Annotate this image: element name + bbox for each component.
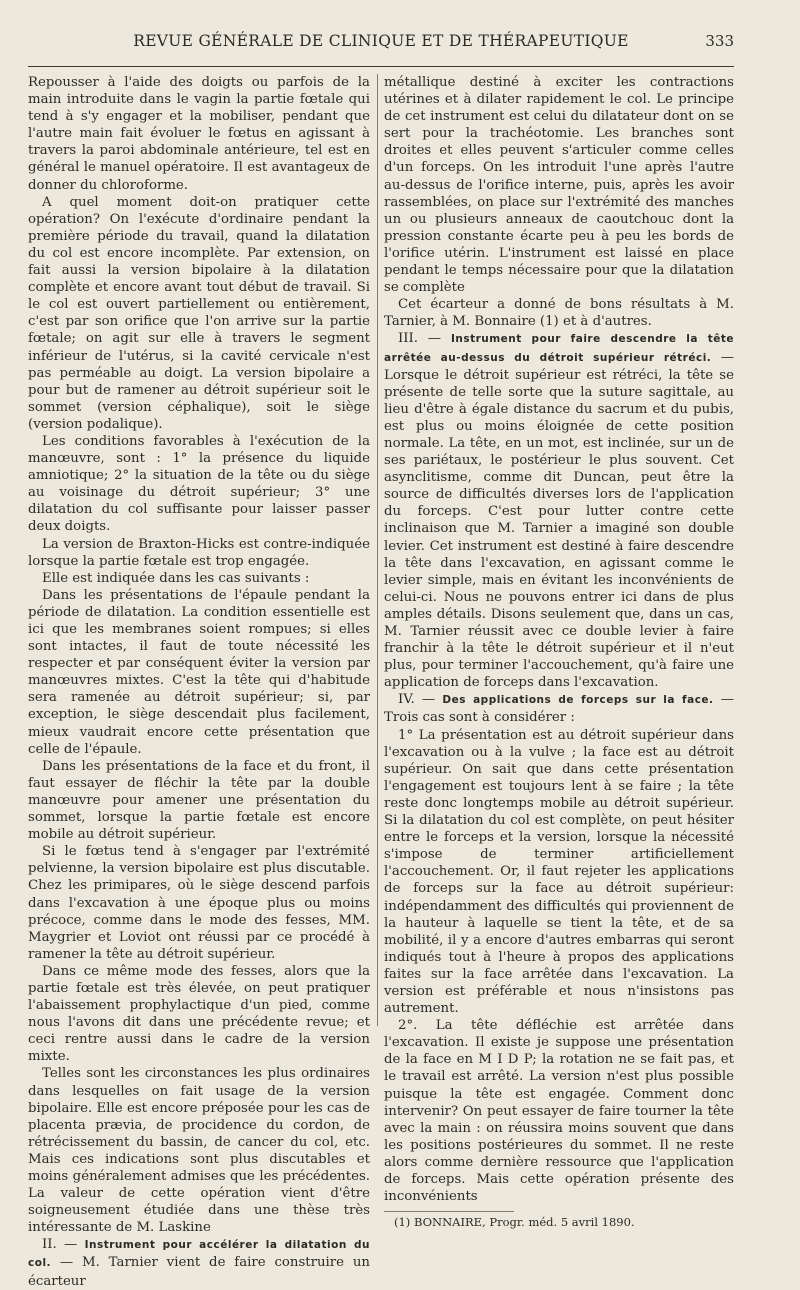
footnote: (1) BONNAIRE, Progr. méd. 5 avril 1890. (394, 1215, 635, 1230)
journal-title: REVUE GÉNÉRALE DE CLINIQUE ET DE THÉRAPEUTIQUE (133, 32, 629, 50)
paragraph: 1° La présentation est au détroit supérieur dans l'excavation ou à la vulve ; la face est au détroit supérieur. On sait que dans cette présentation l'engagement est toujours lent à se faire ; la tête reste donc longtemps mobile au détroit supérieur. Si la dilatation du col est complète, on peut hésiter entre le forceps et la version, lorsque la nécessité s'impose de terminer artificiellement l'accouchement. Or, il faut rejeter les applications de forceps sur la face au détroit supérieur: indépendamment des difficultés qui proviennent de la hauteur à laquelle se tient la tête, et de sa mobilité, il y a encore d'autres embarras qui seront indiqués tout à l'heure à propos des applications faites sur la face arrêtée dans l'excavation. La version est préférable et nous n'insistons pas autrement. (384, 727, 734, 1017)
paragraph: Elle est indiquée dans les cas suivants : (42, 570, 310, 586)
header-rule (28, 66, 734, 67)
section-text: — Trois cas sont à considérer : (384, 692, 734, 726)
right-column (384, 74, 735, 1230)
section-text: — M. Tarnier vient de faire construire un écarteur (28, 1255, 370, 1289)
paragraph: La version de Braxton-Hicks est contre-indiquée lorsque la partie fœtale est trop engagée. (28, 536, 370, 569)
section-title: Instrument pour accélérer la dilatation du col. (28, 1239, 370, 1270)
paragraph: Repousser à l'aide des doigts ou parfois de la main introduite dans le vagin la partie fœtale qui tend à s'y engager et la mobiliser, pendant que l'autre main fait évoluer le fœtus en agissant à travers la paroi abdominale antérieure, tel est en général le manuel opératoire. Il est avantageux de donner du chloroforme. (28, 75, 370, 193)
running-header (28, 28, 734, 58)
paragraph: A quel moment doit-on pratiquer cette opération? On l'exécute d'ordinaire pendant la première période du travail, quand la dilatation du col est encore incomplète. Par extension, on fait aussi la version bipolaire à la dilatation complète et encore avant tout début de travail. Si le col est ouvert partiellement ou entièrement, c'est par son orifice que l'on arrive sur la partie fœtale; on agit sur elle à travers le segment inférieur de l'utérus, si la cavité cervicale n'est pas perméable au doigt. La version bipolaire a pour but de ramener au détroit supérieur soit le sommet (version céphalique), soit le siège (version podalique). (28, 194, 370, 432)
paragraph: métallique destiné à exciter les contractions utérines et à dilater rapidement le col. Le principe de cet instrument est celui du dilatateur dont on se sert pour la trachéotomie. Les branches sont droites et elles peuvent s'articuler comme celles d'un forceps. On les introduit l'une après l'autre au-dessus de l'orifice interne, puis, après les avoir rassemblées, on place sur l'extrémité des manches un ou plusieurs anneaux de caoutchouc dont la pression constante écarte peu à peu les bords de l'orifice utérin. L'instrument est laissé en place pendant le temps nécessaire pour que la dilatation se complète (384, 75, 734, 296)
paragraph: Telles sont les circonstances les plus ordinaires dans lesquelles on fait usage de la version bipolaire. Elle est encore préposée pour les cas de placenta prævia, de procidence du cordon, de rétrécissement du bassin, de cancer du col, etc. Mais ces indications sont plus discutables et moins généralement admises que les précédentes. La valeur de cette opération vient d'être soigneusement étudiée dans une thèse très intéressante de M. Laskine (28, 1066, 370, 1236)
column-divider (377, 74, 378, 1026)
section-number: III. — (398, 331, 442, 347)
paragraph: Les conditions favorables à l'exécution de la manœuvre, sont : 1° la présence du liquide amniotique; 2° la situation de la tête ou du siège au voisinage du détroit supérieur; 3° une dilatation du col suffisante pour laisser passer deux doigts. (28, 433, 370, 535)
section-paragraph (384, 691, 734, 726)
footnote-rule (384, 1211, 514, 1212)
section-number: II. — (42, 1237, 78, 1253)
section-paragraph (28, 1236, 370, 1289)
paragraph: Dans les présentations de l'épaule pendant la période de dilatation. La condition essentielle est ici que les membranes soient rompues; si elles sont intactes, il faut de toute nécessité les respecter et par conséquent éviter la version par manœuvres mixtes. C'est la tête qui d'habitude sera ramenée au détroit supérieur; si, par exception, le siège descendait plus facilement, mieux vaudrait encore cette présentation que celle de l'épaule. (28, 587, 370, 757)
paragraph: 2°. La tête défléchie est arrêtée dans l'excavation. Il existe je suppose une présentation de la face en M I D P; la rotation ne se fait pas, et le travail est arrêté. La version n'est plus possible puisque la tête est engagée. Comment donc intervenir? On peut essayer de faire tourner la tête avec la main : on réussira moins souvent que dans les positions postérieures du sommet. Il ne reste alors comme dernière ressource que l'application de forceps. Mais cette opération présente des inconvénients (384, 1018, 734, 1205)
paragraph: Dans les présentations de la face et du front, il faut essayer de fléchir la tête par la double manœuvre pour amener une présentation du sommet, lorsque la partie fœtale est encore mobile au détroit supérieur. (28, 758, 370, 843)
section-paragraph (384, 330, 734, 691)
paragraph: Dans ce même mode des fesses, alors que la partie fœtale est très élevée, on peut pratiquer l'abaissement prophylactique d'un pied, comme nous l'avons dit dans une précédente revue; et ceci rentre aussi dans le cadre de la version mixte. (28, 963, 370, 1065)
paragraph: Cet écarteur a donné de bons résultats à M. Tarnier, à M. Bonnaire (1) et à d'autres. (384, 297, 734, 330)
paragraph: Si le fœtus tend à s'engager par l'extrémité pelvienne, la version bipolaire est plus discutable. Chez les primipares, où le siège descend parfois dans l'excavation à une époque plus ou moins précoce, comme dans le mode des fesses, MM. Maygrier et Loviot ont réussi par ce procédé à ramener la tête au détroit supérieur. (28, 844, 370, 962)
section-title: Instrument pour faire descendre la tête arrêtée au-dessus du détroit supérieur rétréci. (384, 333, 734, 364)
section-text: — Lorsque le détroit supérieur est rétréci, la tête se présente de telle sorte que la suture sagittale, au lieu d'être à égale distance du sacrum et du pubis, est plus ou moins éloignée de cette position normale. La tête, en un mot, est inclinée, sur un de ses pariétaux, le postérieur le plus souvent. Cet asynclitisme, comme dit Duncan, peut être la source de difficultés diverses lors de l'application du forceps. C'est pour lutter contre cette inclinaison que M. Tarnier a imaginé son double levier. Cet instrument est destiné à faire descendre la tête dans l'excavation, en agissant comme le levier simple, mais en évitant les inconvénients de celui-ci. Nous ne pouvons entrer ici dans de plus amples détails. Disons seulement que, dans un cas, M. Tarnier réussit avec ce double levier à faire franchir à la tête le détroit supérieur et il n'eut plus, pour terminer l'accouchement, qu'à faire une application de forceps dans l'excavation. (384, 349, 735, 691)
left-column (28, 74, 370, 1289)
section-title: Des applications de forceps sur la face. (442, 694, 714, 707)
section-number: IV. — (398, 692, 436, 708)
page-number: 333 (705, 32, 734, 50)
